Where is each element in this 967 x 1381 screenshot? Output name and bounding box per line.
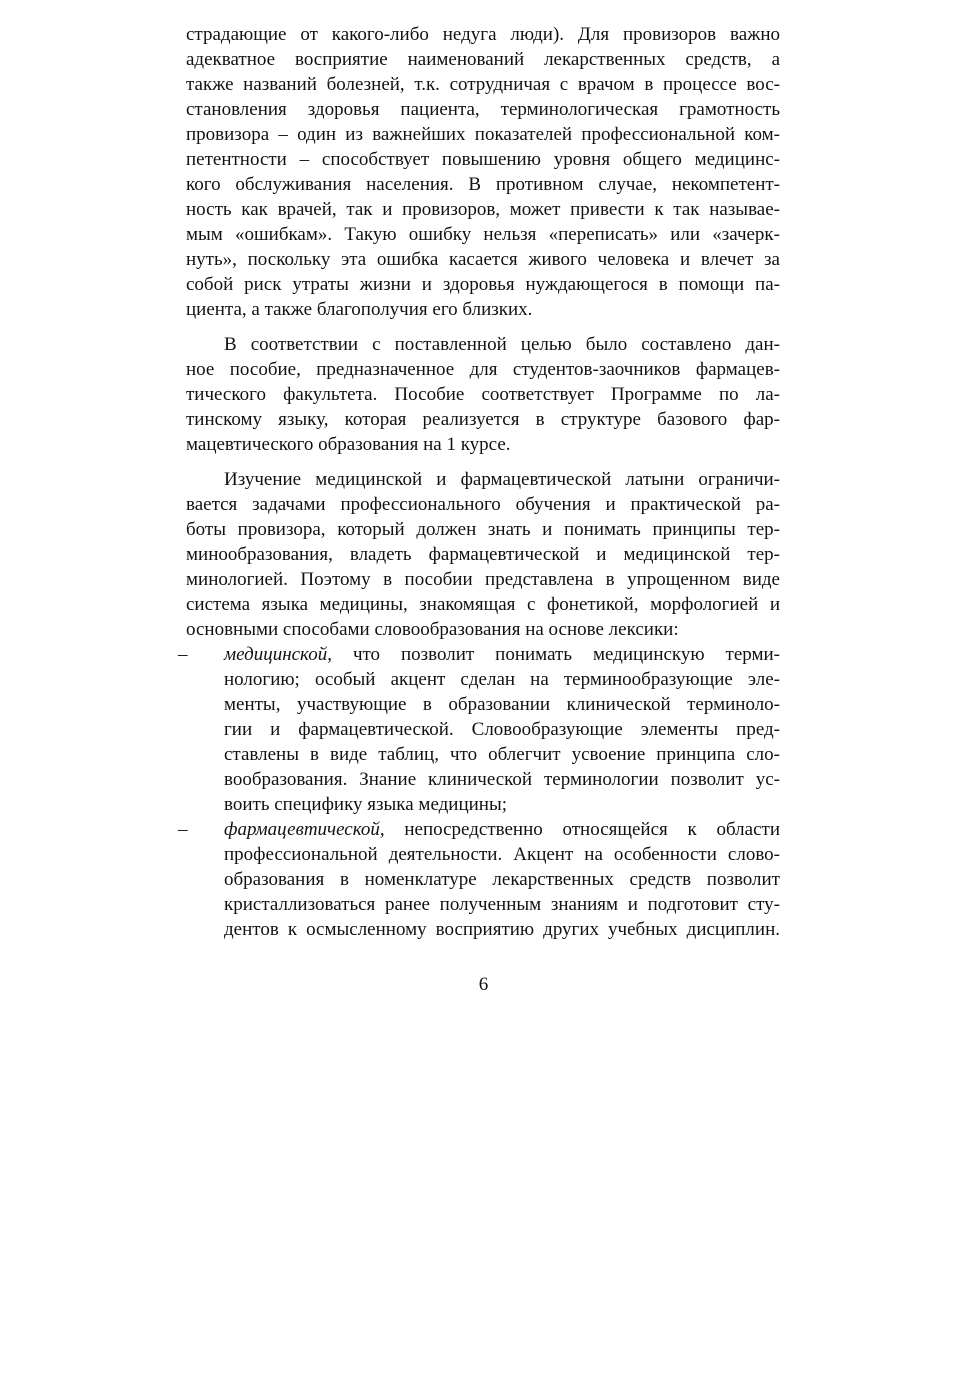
text-line: профессиональной деятельности. Акцент на особенности слово- <box>224 844 780 865</box>
text-line: система языка медицины, знакомящая с фонетикой, морфологией и <box>186 594 780 615</box>
page-number: 6 <box>478 974 489 995</box>
paragraph-spacer <box>186 457 780 467</box>
list-item-pharmaceutical <box>178 817 780 942</box>
text-line: нуть», поскольку эта ошибка касается живого человека и влечет за <box>186 249 780 270</box>
paragraph-purpose <box>186 332 780 457</box>
list-item-body <box>224 817 780 942</box>
text-line: кого обслуживания населения. В противном случае, некомпетент- <box>186 174 780 195</box>
text-fragment: , что позволит понимать медицинскую терми- <box>327 644 780 665</box>
text-line: ставлены в виде таблиц, что облегчит усвоение принципа сло- <box>224 744 780 765</box>
text-line: вообразования. Знание клинической терминологии позволит ус- <box>224 769 780 790</box>
text-line: собой риск утраты жизни и здоровья нуждающегося в помощи па- <box>186 274 780 295</box>
text-line: также названий болезней, т.к. сотрудничая с врачом в процессе вос- <box>186 74 780 95</box>
text-line: боты провизора, который должен знать и понимать принципы тер- <box>186 519 780 540</box>
text-line <box>224 642 780 667</box>
text-line: мацевтического образования на 1 курсе. <box>186 434 511 455</box>
text-fragment: , непосредственно относящейся к области <box>379 819 780 840</box>
text-line: ное пособие, предназначенное для студентов-заочников фармацев- <box>186 359 780 380</box>
document-page <box>178 22 780 942</box>
text-line: гии и фармацевтической. Словообразующие элементы пред- <box>224 719 780 740</box>
text-line: минообразования, владеть фармацевтической и медицинской тер- <box>186 544 780 565</box>
emphasis-term: фармацевтической <box>224 819 380 840</box>
emphasis-term: медицинской <box>224 644 328 665</box>
text-line <box>224 817 780 842</box>
text-line: кристаллизоваться ранее полученным знаниям и подготовит сту- <box>224 894 780 915</box>
text-line: петентности – способствует повышению уровня общего медицинс- <box>186 149 780 170</box>
text-line: Изучение медицинской и фармацевтической латыни ограничи- <box>224 469 780 490</box>
text-line: страдающие от какого-либо недуга люди). Для провизоров важно <box>186 24 780 45</box>
list-item-medical <box>178 642 780 817</box>
paragraph-spacer <box>186 322 780 332</box>
text-line: становления здоровья пациента, терминологическая грамотность <box>186 99 780 120</box>
text-line: дентов к осмысленному восприятию других учебных дисциплин. <box>224 919 780 940</box>
text-line: провизора – один из важнейших показателей профессиональной ком- <box>186 124 780 145</box>
text-line: мым «ошибкам». Такую ошибку нельзя «переписать» или «зачерк- <box>186 224 780 245</box>
text-line: адекватное восприятие наименований лекарственных средств, а <box>186 49 780 70</box>
text-line: тического факультета. Пособие соответствует Программе по ла- <box>186 384 780 405</box>
list-item-body <box>224 642 780 817</box>
text-line: вается задачами профессионального обучения и практической ра- <box>186 494 780 515</box>
text-line: тинскому языку, которая реализуется в структуре базового фар- <box>186 409 780 430</box>
text-line: менты, участвующие в образовании клинической терминоло- <box>224 694 780 715</box>
text-line: циента, а также благополучия его близких. <box>186 299 533 320</box>
text-line: основными способами словообразования на основе лексики: <box>186 619 679 640</box>
text-line: минологией. Поэтому в пособии представлена в упрощенном виде <box>186 569 780 590</box>
list-dash: – <box>178 644 188 665</box>
paragraph-latin-study <box>186 467 780 642</box>
text-line: воить специфику языка медицины; <box>224 794 508 815</box>
vocabulary-list <box>178 642 780 942</box>
list-dash: – <box>178 819 188 840</box>
text-line: образования в номенклатуре лекарственных средств позволит <box>224 869 780 890</box>
text-line: ность как врачей, так и провизоров, может привести к так называе- <box>186 199 780 220</box>
paragraph-consequences <box>186 22 780 322</box>
text-line: нологию; особый акцент сделан на терминообразующие эле- <box>224 669 780 690</box>
text-line: В соответствии с поставленной целью было составлено дан- <box>224 334 780 355</box>
